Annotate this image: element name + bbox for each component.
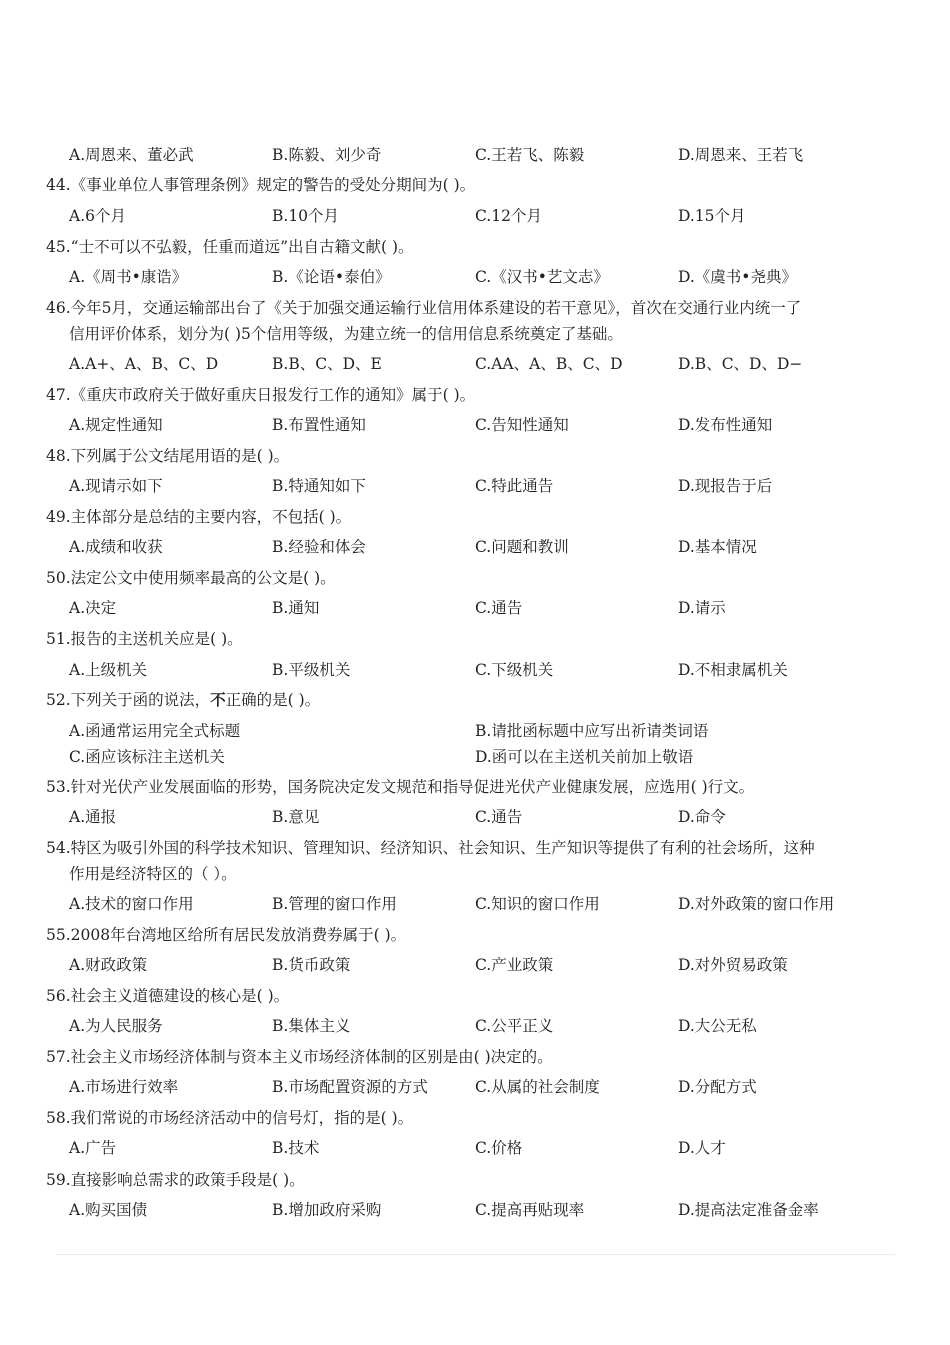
q52-stem-emphasis: 不	[210, 690, 226, 709]
q45-option-c: C.《汉书•艺文志》	[475, 268, 609, 286]
q44-option-b: B.10个月	[272, 207, 340, 225]
q48-stem: 48.下列属于公文结尾用语的是( )。	[46, 447, 290, 465]
q58-option-d: D.人才	[678, 1139, 726, 1157]
q50-stem: 50.法定公文中使用频率最高的公文是( )。	[46, 569, 336, 587]
q57-stem: 57.社会主义市场经济体制与资本主义市场经济体制的区别是由( )决定的。	[46, 1048, 553, 1066]
q44-option-d: D.15个月	[678, 207, 746, 225]
q46-option-d: D.B、C、D、D−	[678, 355, 803, 373]
q46-option-c: C.AA、A、B、C、D	[475, 355, 623, 373]
q48-option-d: D.现报告于后	[678, 477, 773, 495]
q45-stem: 45.“士不可以不弘毅，任重而道远”出自古籍文献( )。	[46, 238, 414, 256]
q54-option-d: D.对外政策的窗口作用	[678, 895, 835, 913]
q43-option-a: A.周恩来、董必武	[69, 146, 194, 164]
q46-option-a: A.A+、A、B、C、D	[69, 355, 219, 373]
q56-stem: 56.社会主义道德建设的核心是( )。	[46, 987, 290, 1005]
q59-option-d: D.提高法定准备金率	[678, 1201, 819, 1219]
q46-stem-line1: 46.今年5月，交通运输部出台了《关于加强交通运输行业信用体系建设的若干意见》，首次在交通行业内统一了	[46, 299, 802, 317]
q55-stem: 55.2008年台湾地区给所有居民发放消费券属于( )。	[46, 926, 407, 944]
q49-stem: 49.主体部分是总结的主要内容，不包括( )。	[46, 508, 352, 526]
q44-option-c: C.12个月	[475, 207, 542, 225]
q55-option-a: A.财政政策	[69, 956, 148, 974]
q52-stem-after: 正确的是( )。	[225, 691, 321, 709]
q50-option-c: C.通告	[475, 599, 523, 617]
q48-option-c: C.特此通告	[475, 477, 554, 495]
q47-stem: 47.《重庆市政府关于做好重庆日报发行工作的通知》属于( )。	[46, 386, 476, 404]
q59-stem: 59.直接影响总需求的政策手段是( )。	[46, 1171, 305, 1189]
q49-option-d: D.基本情况	[678, 538, 757, 556]
q49-option-a: A.成绩和收获	[69, 538, 163, 556]
q55-option-d: D.对外贸易政策	[678, 956, 788, 974]
q55-option-c: C.产业政策	[475, 956, 554, 974]
q53-option-d: D.命令	[678, 808, 726, 826]
q57-option-d: D.分配方式	[678, 1078, 757, 1096]
q57-option-a: A.市场进行效率	[69, 1078, 179, 1096]
q53-option-a: A.通报	[69, 808, 117, 826]
q59-option-a: A.购买国债	[69, 1201, 148, 1219]
q46-stem-line2: 信用评价体系，划分为( )5个信用等级，为建立统一的信用信息系统奠定了基础。	[69, 325, 623, 343]
q50-option-b: B.通知	[272, 599, 320, 617]
q43-option-b: B.陈毅、刘少奇	[272, 146, 382, 164]
q59-option-b: B.增加政府采购	[272, 1201, 382, 1219]
q43-option-c: C.王若飞、陈毅	[475, 146, 585, 164]
q51-option-b: B.平级机关	[272, 661, 351, 679]
q56-option-d: D.大公无私	[678, 1017, 757, 1035]
q45-option-d: D.《虞书•尧典》	[678, 268, 797, 286]
q52-option-d: D.函可以在主送机关前加上敬语	[475, 748, 694, 766]
q57-option-c: C.从属的社会制度	[475, 1078, 600, 1096]
q56-option-c: C.公平正义	[475, 1017, 554, 1035]
q45-option-a: A.《周书•康诰》	[69, 268, 188, 286]
q54-option-a: A.技术的窗口作用	[69, 895, 194, 913]
q47-option-d: D.发布性通知	[678, 416, 773, 434]
q53-stem: 53.针对光伏产业发展面临的形势，国务院决定发文规范和指导促进光伏产业健康发展，应选用( )行文。	[46, 778, 755, 796]
q58-option-b: B.技术	[272, 1139, 320, 1157]
q51-stem: 51.报告的主送机关应是( )。	[46, 630, 243, 648]
q48-option-b: B.特通知如下	[272, 477, 366, 495]
q45-option-b: B.《论语•泰伯》	[272, 268, 391, 286]
q48-option-a: A.现请示如下	[69, 477, 163, 495]
q49-option-c: C.问题和教训	[475, 538, 569, 556]
q43-option-d: D.周恩来、王若飞	[678, 146, 804, 164]
q56-option-b: B.集体主义	[272, 1017, 351, 1035]
q46-option-b: B.B、C、D、E	[272, 355, 382, 373]
q53-option-c: C.通告	[475, 808, 523, 826]
q52-stem-before: 52.下列关于函的说法，	[46, 691, 211, 709]
q51-option-d: D.不相隶属机关	[678, 661, 788, 679]
q53-option-b: B.意见	[272, 808, 320, 826]
q47-option-a: A.规定性通知	[69, 416, 163, 434]
q51-option-c: C.下级机关	[475, 661, 554, 679]
q58-stem: 58.我们常说的市场经济活动中的信号灯，指的是( )。	[46, 1109, 414, 1127]
q54-option-b: B.管理的窗口作用	[272, 895, 397, 913]
q54-stem-line1: 54.特区为吸引外国的科学技术知识、管理知识、经济知识、社会知识、生产知识等提供了有利的社会场所，这种	[46, 839, 815, 857]
footer-divider	[55, 1254, 895, 1255]
q55-option-b: B.货币政策	[272, 956, 351, 974]
q57-option-b: B.市场配置资源的方式	[272, 1078, 428, 1096]
q54-option-c: C.知识的窗口作用	[475, 895, 600, 913]
q49-option-b: B.经验和体会	[272, 538, 366, 556]
q47-option-b: B.布置性通知	[272, 416, 366, 434]
q52-option-c: C.函应该标注主送机关	[69, 748, 225, 766]
q54-stem-line2: 作用是经济特区的（ ）。	[69, 865, 237, 883]
q50-option-a: A.决定	[69, 599, 117, 617]
q44-stem: 44.《事业单位人事管理条例》规定的警告的受处分期间为( )。	[46, 176, 476, 194]
q58-option-c: C.价格	[475, 1139, 523, 1157]
q50-option-d: D.请示	[678, 599, 726, 617]
q58-option-a: A.广告	[69, 1139, 117, 1157]
q47-option-c: C.告知性通知	[475, 416, 569, 434]
q52-stem	[46, 690, 320, 710]
q59-option-c: C.提高再贴现率	[475, 1201, 585, 1219]
q44-option-a: A.6个月	[69, 207, 126, 225]
q52-option-b: B.请批函标题中应写出祈请类词语	[475, 722, 709, 740]
q56-option-a: A.为人民服务	[69, 1017, 163, 1035]
q52-option-a: A.函通常运用完全式标题	[69, 722, 241, 740]
q51-option-a: A.上级机关	[69, 661, 148, 679]
